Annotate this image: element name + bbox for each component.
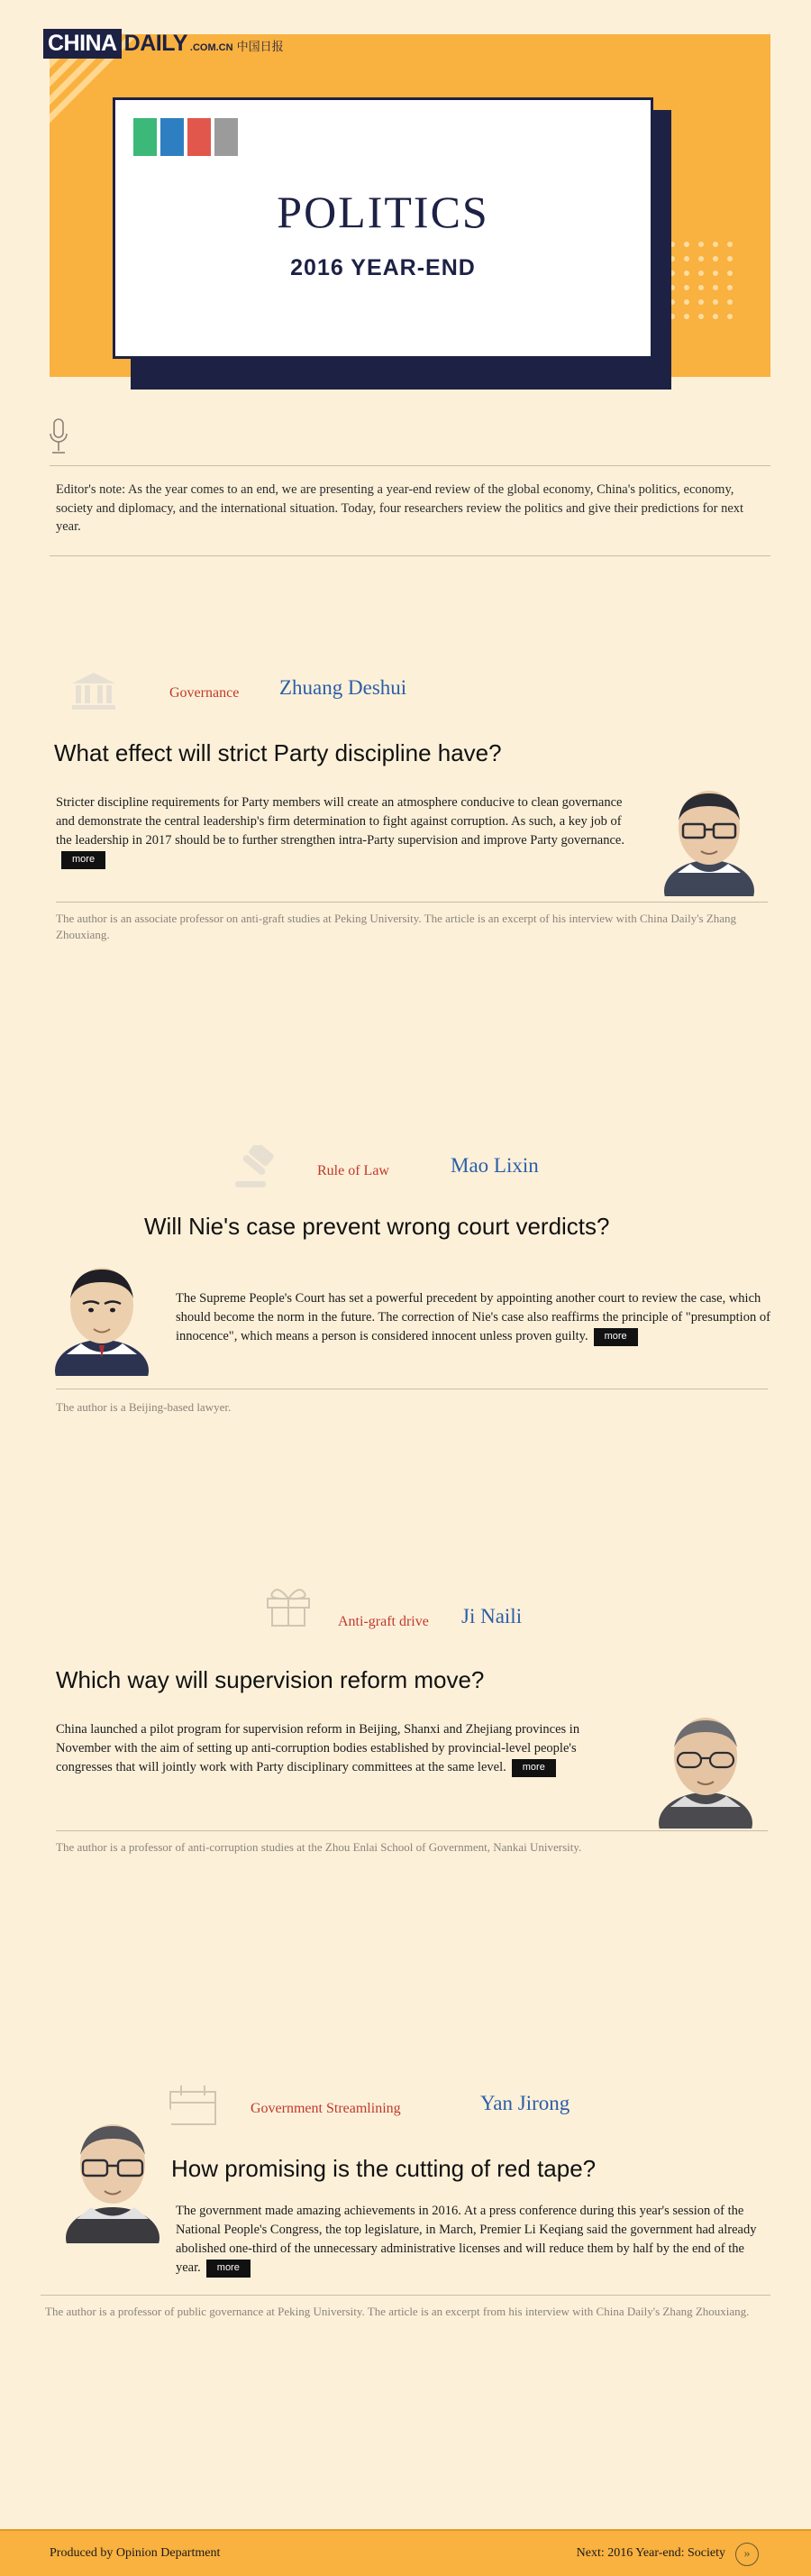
calendar-icon — [167, 2083, 219, 2132]
section-2-category: Rule of Law — [317, 1163, 389, 1178]
section-4-body-text: The government made amazing achievements in 2016. At a press conference during this year's session of the National People's Congress, the top legislature, in March, Premier Li Keqiang said the government had already abolished one-third of the unnecessary administrative licenses and will reduce them by half by the end of the year. — [176, 2204, 757, 2276]
section-1-more-button[interactable]: more — [61, 851, 105, 869]
section-1-body-text: Stricter discipline requirements for Party members will create an atmosphere conducive to clean governance and demonstrate the central leadership's firm determination to fight against corruption. As such, a key job of the leadership in 2017 should be to further strengthen intra-Party supervision and improve Party governance. — [56, 795, 624, 848]
chinadaily-logo[interactable] — [43, 29, 284, 59]
microphone-icon — [45, 417, 72, 460]
section-2-more-button[interactable]: more — [594, 1328, 638, 1346]
logo-china: CHINA — [43, 29, 122, 59]
section-4-body — [176, 2202, 770, 2278]
divider-top — [50, 465, 770, 466]
color-swatches — [133, 118, 241, 156]
logo-domain: .COM.CN — [189, 42, 233, 53]
section-1-author: Zhuang Deshui — [279, 676, 407, 699]
section-2-author: Mao Lixin — [451, 1154, 539, 1177]
section-3-more-button[interactable]: more — [512, 1759, 556, 1777]
next-arrow-icon[interactable]: » — [735, 2543, 759, 2566]
page-title: POLITICS — [277, 187, 489, 237]
logo-daily: DAILY — [123, 31, 187, 56]
bank-icon — [70, 669, 117, 717]
section-4-headline: How promising is the cutting of red tape? — [171, 2155, 597, 2182]
section-2-headline: Will Nie's case prevent wrong court verdicts? — [144, 1213, 610, 1240]
section-4-footnote: The author is a professor of public governance at Peking University. The article is an excerpt from his interview with China Daily's Zhang Zhouxiang. — [45, 2305, 750, 2318]
section-3-author: Ji Naili — [461, 1605, 523, 1627]
divider-section-4 — [41, 2295, 770, 2296]
divider-after-note — [50, 555, 770, 556]
section-3-footnote: The author is a professor of anti-corruption studies at the Zhou Enlai School of Government, Nankai University. — [56, 1840, 582, 1854]
section-3-headline: Which way will supervision reform move? — [56, 1666, 485, 1693]
section-1-footnote: The author is an associate professor on anti-graft studies at Peking University. The article is an excerpt of his interview with China Daily's Zhang Zhouxiang. — [56, 912, 737, 942]
divider-section-1 — [56, 902, 768, 903]
section-2-footnote: The author is a Beijing-based lawyer. — [56, 1400, 232, 1414]
logo-chinese-name: 中国日报 — [236, 41, 284, 54]
footer-next-link[interactable]: Next: 2016 Year-end: Society — [576, 2546, 725, 2560]
section-2-body-text: The Supreme People's Court has set a powerful precedent by appointing another court to review the case, which should become the norm in the future. The correction of Nie's case also reaffirms the principle of "presumption of innocence", which means a person is considered innocent unless proven guilty. — [176, 1291, 770, 1344]
page-subtitle: 2016 YEAR-END — [290, 255, 476, 280]
section-4-portrait — [54, 2108, 171, 2243]
section-1-headline: What effect will strict Party discipline have? — [54, 739, 502, 766]
section-1-body — [56, 793, 633, 869]
divider-section-3 — [56, 1830, 768, 1831]
editors-note: Editor's note: As the year comes to an end, we are presenting a year-end review of the global economy, China's politics, economy, society and diplomacy, and the international situation. Today, four researchers review the politics and give their predictions for next year. — [56, 482, 744, 535]
hero-title-card — [113, 97, 653, 359]
section-2-body — [176, 1289, 770, 1346]
footer-producer: Produced by Opinion Department — [50, 2546, 221, 2560]
gift-icon — [264, 1582, 313, 1632]
section-1-portrait — [651, 777, 768, 896]
section-4-more-button[interactable]: more — [206, 2260, 251, 2278]
footer-bar — [0, 2529, 811, 2576]
section-1-category: Governance — [169, 685, 240, 701]
section-4-author: Yan Jirong — [480, 2092, 570, 2114]
section-3-body — [56, 1720, 633, 1777]
section-4-category: Government Streamlining — [251, 2101, 401, 2116]
gavel-icon — [230, 1145, 284, 1196]
section-3-category: Anti-graft drive — [338, 1614, 429, 1629]
section-3-portrait — [647, 1704, 764, 1829]
section-2-portrait — [43, 1253, 160, 1376]
section-3-body-text: China launched a pilot program for supervision reform in Beijing, Shanxi and Zhejiang provinces in November with the aim of setting up anti-corruption bodies established by provincial-level people's congresses that will jointly work with Party disciplinary committees at the same level. — [56, 1722, 580, 1775]
